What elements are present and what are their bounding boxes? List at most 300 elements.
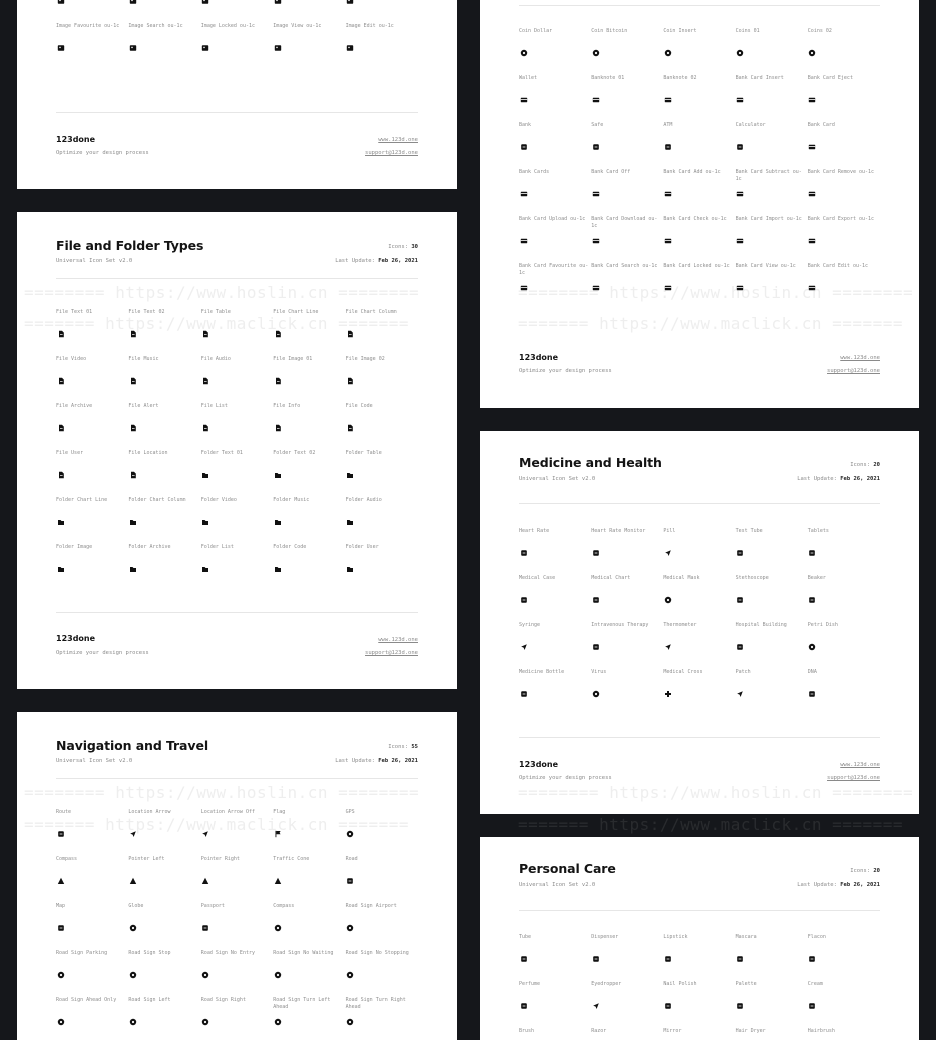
medical-chart-icon xyxy=(591,595,600,604)
icon-cell[interactable] xyxy=(56,856,128,903)
medical-case-icon xyxy=(519,595,528,604)
icon-label: File Audio xyxy=(200,356,231,362)
icon-label: Tube xyxy=(519,934,532,940)
icon-label: Image Favourite ou-1c xyxy=(56,23,120,29)
footer-divider xyxy=(56,612,418,613)
icon-cell[interactable] xyxy=(346,23,418,70)
bank-icon xyxy=(519,142,528,151)
map-icon xyxy=(56,923,65,932)
icon-cell[interactable] xyxy=(808,528,880,575)
icon-cell[interactable] xyxy=(201,856,273,903)
icon-label: Coin Insert xyxy=(663,28,697,34)
image-icon xyxy=(56,0,65,5)
icon-label: ATM xyxy=(663,122,673,128)
icon-label: Image Edit ou-1c xyxy=(345,23,394,29)
flacon-icon xyxy=(808,954,817,963)
icon-cell[interactable] xyxy=(56,309,128,356)
folder-icon xyxy=(346,517,355,526)
no-entry-sign-icon xyxy=(201,970,210,979)
icon-cell[interactable] xyxy=(273,903,345,950)
icon-label: Route xyxy=(56,809,72,815)
icon-label: Petri Dish xyxy=(807,622,838,628)
card-navigation-travel xyxy=(17,712,457,1040)
icon-label: Medical Case xyxy=(519,575,556,581)
icon-cell[interactable] xyxy=(519,75,591,122)
icon-cell[interactable] xyxy=(201,950,273,997)
icon-cell[interactable] xyxy=(808,981,880,1028)
icon-label: File List xyxy=(200,403,228,409)
icon-label: Folder Music xyxy=(273,497,310,503)
icon-label: Nail Polish xyxy=(663,981,697,987)
icon-cell[interactable] xyxy=(56,950,128,997)
icon-grid xyxy=(519,528,880,716)
folder-icon xyxy=(128,517,137,526)
icon-grid xyxy=(56,0,418,70)
bank-card-eject-icon xyxy=(808,95,817,104)
header-divider xyxy=(519,5,880,6)
icon-label: Road Sign Turn Right Ahead xyxy=(345,997,406,1010)
flag-icon xyxy=(273,829,282,838)
card-title: Navigation and Travel xyxy=(56,738,209,753)
icon-cell[interactable] xyxy=(56,356,128,403)
icon-cell[interactable] xyxy=(591,28,663,75)
icon-label: Pill xyxy=(663,528,676,534)
icon-cell[interactable] xyxy=(273,809,345,856)
icon-cell[interactable] xyxy=(736,263,808,310)
icon-cell[interactable] xyxy=(346,0,418,23)
icon-label: Road xyxy=(345,856,358,862)
icon-cell[interactable] xyxy=(128,23,200,70)
road-sign-icon xyxy=(56,1017,65,1026)
medical-mask-icon xyxy=(663,595,672,604)
icon-label: Traffic Cone xyxy=(273,856,310,862)
icon-label: Beaker xyxy=(807,575,826,581)
icon-label: Stethoscope xyxy=(735,575,769,581)
parking-sign-icon xyxy=(56,970,65,979)
hospital-icon xyxy=(736,642,745,651)
icon-cell[interactable] xyxy=(128,0,200,23)
icon-cell[interactable] xyxy=(346,309,418,356)
icon-label: File User xyxy=(56,450,84,456)
icon-cell[interactable] xyxy=(663,169,735,216)
website-link[interactable]: www.123d.one xyxy=(840,355,880,361)
footer-tagline: Optimize your design process xyxy=(56,150,149,156)
icons-count: Icons: 20 xyxy=(850,462,880,468)
icon-cell[interactable] xyxy=(808,75,880,122)
icon-label: Bank Card xyxy=(807,122,835,128)
iv-therapy-icon xyxy=(591,642,600,651)
icon-label: Road Sign No Waiting xyxy=(273,950,334,956)
coin-dollar-icon xyxy=(519,48,528,57)
icon-cell[interactable] xyxy=(128,309,200,356)
location-arrow-icon xyxy=(128,829,137,838)
icon-cell[interactable] xyxy=(128,997,200,1040)
wallet-icon xyxy=(519,95,528,104)
icon-label: Calculator xyxy=(735,122,766,128)
support-email-link[interactable]: support@123d.one xyxy=(827,368,880,374)
nail-polish-icon xyxy=(663,1001,672,1010)
website-link[interactable]: www.123d.one xyxy=(840,762,880,768)
petri-dish-icon xyxy=(808,642,817,651)
icon-cell[interactable] xyxy=(128,809,200,856)
bank-card-insert-icon xyxy=(736,95,745,104)
icon-cell[interactable] xyxy=(273,403,345,450)
file-info-icon xyxy=(273,423,282,432)
icon-cell[interactable] xyxy=(273,497,345,544)
card-personal-care xyxy=(480,837,919,1040)
icon-cell[interactable] xyxy=(201,403,273,450)
image-icon xyxy=(201,0,210,5)
mascara-icon xyxy=(736,954,745,963)
passport-icon xyxy=(201,923,210,932)
icon-label: File Text 01 xyxy=(56,309,93,315)
icon-cell[interactable] xyxy=(201,544,273,591)
thermometer-icon xyxy=(663,642,672,651)
bank-card-icon xyxy=(808,283,817,292)
support-email-link[interactable]: support@123d.one xyxy=(827,775,880,781)
icon-cell[interactable] xyxy=(273,544,345,591)
icon-label: Passport xyxy=(200,903,225,909)
icon-cell[interactable] xyxy=(663,528,735,575)
palette-icon xyxy=(736,1001,745,1010)
icon-cell[interactable] xyxy=(519,122,591,169)
icon-label: Bank Card Subtract ou-1c xyxy=(735,169,802,182)
support-email-link[interactable]: support@123d.one xyxy=(365,650,418,656)
icon-cell[interactable] xyxy=(128,903,200,950)
icon-cell[interactable] xyxy=(346,997,418,1040)
icon-label: Road Sign Turn Left Ahead xyxy=(273,997,331,1010)
icon-cell[interactable] xyxy=(736,575,808,622)
icon-cell[interactable] xyxy=(591,934,663,981)
icon-cell[interactable] xyxy=(663,263,735,310)
icon-cell[interactable] xyxy=(346,856,418,903)
website-link[interactable]: www.123d.one xyxy=(378,637,418,643)
bank-card-icon xyxy=(736,283,745,292)
card-title: File and Folder Types xyxy=(56,238,204,253)
file-image-icon xyxy=(346,376,355,385)
card-subtitle: Universal Icon Set v2.0 xyxy=(519,882,596,888)
icon-cell[interactable] xyxy=(808,169,880,216)
icon-label: File Chart Column xyxy=(345,309,397,315)
icon-cell[interactable] xyxy=(519,1028,591,1040)
icon-cell[interactable] xyxy=(736,622,808,669)
image-icon xyxy=(273,0,282,5)
icon-cell[interactable] xyxy=(663,1028,735,1040)
icon-cell[interactable] xyxy=(736,122,808,169)
icon-cell[interactable] xyxy=(128,497,200,544)
icon-cell[interactable] xyxy=(663,622,735,669)
image-locked-icon xyxy=(201,43,210,52)
icon-label: Hospital Building xyxy=(735,622,787,628)
icon-label: Map xyxy=(56,903,66,909)
icon-cell[interactable] xyxy=(663,216,735,263)
icon-label: Bank Card Check ou-1c xyxy=(663,216,727,222)
icon-cell[interactable] xyxy=(273,950,345,997)
icon-cell[interactable] xyxy=(663,981,735,1028)
patch-icon xyxy=(736,689,745,698)
coins-icon xyxy=(736,48,745,57)
card-medicine-health xyxy=(480,431,919,814)
icon-label: Bank Card Upload ou-1c xyxy=(519,216,586,222)
last-update: Last Update: Feb 26, 2021 xyxy=(797,476,880,482)
icon-cell[interactable] xyxy=(808,1028,880,1040)
bank-card-icon xyxy=(736,236,745,245)
icon-cell[interactable] xyxy=(273,356,345,403)
brand-logo: 123done xyxy=(56,135,96,144)
icon-cell[interactable] xyxy=(663,934,735,981)
icon-cell[interactable] xyxy=(273,856,345,903)
icon-label: Bank Card Search ou-1c xyxy=(591,263,658,269)
icon-cell[interactable] xyxy=(736,169,808,216)
folder-icon xyxy=(201,564,210,573)
icon-cell[interactable] xyxy=(519,575,591,622)
icon-label: File Image 02 xyxy=(345,356,385,362)
icon-cell[interactable] xyxy=(591,216,663,263)
last-update: Last Update: Feb 26, 2021 xyxy=(335,258,418,264)
icon-cell[interactable] xyxy=(808,669,880,716)
icon-cell[interactable] xyxy=(56,403,128,450)
icon-label: Thermometer xyxy=(663,622,697,628)
icon-cell[interactable] xyxy=(519,169,591,216)
icon-label: File Alert xyxy=(128,403,159,409)
icon-label: Heart Rate xyxy=(519,528,550,534)
icon-cell[interactable] xyxy=(201,450,273,497)
icon-cell[interactable] xyxy=(273,450,345,497)
heart-rate-icon xyxy=(519,548,528,557)
icon-cell[interactable] xyxy=(128,450,200,497)
icon-cell[interactable] xyxy=(201,356,273,403)
road-sign-icon xyxy=(346,923,355,932)
bank-card-icon xyxy=(736,189,745,198)
icon-label: Road Sign Airport xyxy=(345,903,397,909)
icon-label: Pointer Right xyxy=(200,856,240,862)
heart-monitor-icon xyxy=(591,548,600,557)
icon-label: Image Locked ou-1c xyxy=(200,23,255,29)
eyedropper-icon xyxy=(591,1001,600,1010)
icon-cell[interactable] xyxy=(56,809,128,856)
icon-cell[interactable] xyxy=(273,997,345,1040)
icon-cell[interactable] xyxy=(346,450,418,497)
footer-divider xyxy=(519,737,880,738)
folder-icon xyxy=(201,470,210,479)
icon-cell[interactable] xyxy=(808,122,880,169)
icon-cell[interactable] xyxy=(346,809,418,856)
icon-cell[interactable] xyxy=(201,997,273,1040)
icon-label: Road Sign Stop xyxy=(128,950,171,956)
road-sign-icon xyxy=(128,1017,137,1026)
icon-label: Bank Cards xyxy=(519,169,550,175)
icon-cell[interactable] xyxy=(663,122,735,169)
icon-cell[interactable] xyxy=(201,497,273,544)
icon-cell[interactable] xyxy=(519,528,591,575)
icon-label: Test Tube xyxy=(735,528,763,534)
icon-cell[interactable] xyxy=(808,934,880,981)
dispenser-icon xyxy=(591,954,600,963)
card-subtitle: Universal Icon Set v2.0 xyxy=(56,758,133,764)
icon-cell[interactable] xyxy=(273,309,345,356)
icon-cell[interactable] xyxy=(591,528,663,575)
image-favourite-icon xyxy=(56,43,65,52)
icon-label: Tablets xyxy=(807,528,829,534)
icon-label: GPS xyxy=(345,809,355,815)
icon-cell[interactable] xyxy=(273,23,345,70)
icon-label: Road Sign Left xyxy=(128,997,171,1003)
file-image-icon xyxy=(273,376,282,385)
icon-cell[interactable] xyxy=(736,28,808,75)
folder-table-icon xyxy=(346,470,355,479)
road-sign-icon xyxy=(201,1017,210,1026)
icon-grid xyxy=(519,934,880,1040)
icon-cell[interactable] xyxy=(56,544,128,591)
icon-label: Folder List xyxy=(200,544,234,550)
icon-cell[interactable] xyxy=(808,622,880,669)
footer-tagline: Optimize your design process xyxy=(56,650,149,656)
website-link[interactable]: www.123d.one xyxy=(378,137,418,143)
icon-cell[interactable] xyxy=(663,75,735,122)
road-icon xyxy=(346,876,355,885)
icon-cell[interactable] xyxy=(128,356,200,403)
icon-cell[interactable] xyxy=(591,122,663,169)
icon-cell[interactable] xyxy=(736,669,808,716)
bank-card-icon xyxy=(808,142,817,151)
no-stopping-sign-icon xyxy=(346,970,355,979)
icon-cell[interactable] xyxy=(591,1028,663,1040)
compass-icon xyxy=(56,876,65,885)
icon-cell[interactable] xyxy=(519,28,591,75)
icon-cell[interactable] xyxy=(56,903,128,950)
icon-cell[interactable] xyxy=(56,497,128,544)
brand-logo: 123done xyxy=(519,353,559,362)
icon-label: Cream xyxy=(807,981,823,987)
gps-icon xyxy=(346,829,355,838)
icon-cell[interactable] xyxy=(591,263,663,310)
icon-label: File Image 01 xyxy=(273,356,313,362)
calculator-icon xyxy=(736,142,745,151)
location-off-icon xyxy=(201,829,210,838)
tube-icon xyxy=(519,954,528,963)
icon-label: Folder Audio xyxy=(345,497,382,503)
icon-cell[interactable] xyxy=(201,0,273,23)
icon-cell[interactable] xyxy=(519,981,591,1028)
icon-cell[interactable] xyxy=(591,575,663,622)
icon-cell[interactable] xyxy=(56,23,128,70)
icon-cell[interactable] xyxy=(346,544,418,591)
icon-label: Pointer Left xyxy=(128,856,165,862)
file-list-icon xyxy=(201,423,210,432)
icon-cell[interactable] xyxy=(56,997,128,1040)
image-view-icon xyxy=(273,43,282,52)
icon-label: Bank Card Export ou-1c xyxy=(807,216,875,222)
icon-cell[interactable] xyxy=(663,28,735,75)
icon-cell[interactable] xyxy=(663,669,735,716)
icon-label: Bank Card Add ou-1c xyxy=(663,169,721,175)
beaker-icon xyxy=(808,595,817,604)
icon-cell[interactable] xyxy=(201,809,273,856)
icon-cell[interactable] xyxy=(736,1028,808,1040)
icon-label: Bank Card Eject xyxy=(807,75,853,81)
icon-cell[interactable] xyxy=(346,497,418,544)
last-update: Last Update: Feb 26, 2021 xyxy=(335,758,418,764)
icon-cell[interactable] xyxy=(519,216,591,263)
perfume-icon xyxy=(519,1001,528,1010)
icon-cell[interactable] xyxy=(591,75,663,122)
icon-label: Lipstick xyxy=(663,934,688,940)
icon-cell[interactable] xyxy=(519,263,591,310)
icon-cell[interactable] xyxy=(56,450,128,497)
support-email-link[interactable]: support@123d.one xyxy=(365,150,418,156)
icon-grid xyxy=(56,809,418,1040)
icon-label: Coin Dollar xyxy=(519,28,553,34)
icon-cell[interactable] xyxy=(736,528,808,575)
icon-cell[interactable] xyxy=(591,981,663,1028)
icon-cell[interactable] xyxy=(128,403,200,450)
file-text-icon xyxy=(128,329,137,338)
bank-card-icon xyxy=(519,283,528,292)
icon-cell[interactable] xyxy=(808,575,880,622)
bank-card-icon xyxy=(519,236,528,245)
icon-cell[interactable] xyxy=(56,0,128,23)
icon-cell[interactable] xyxy=(273,0,345,23)
icon-label: Eyedropper xyxy=(591,981,622,987)
icon-cell[interactable] xyxy=(736,934,808,981)
icon-label: Hairbrush xyxy=(807,1028,835,1034)
cream-icon xyxy=(808,1001,817,1010)
icon-cell[interactable] xyxy=(519,669,591,716)
syringe-icon xyxy=(519,642,528,651)
icon-label: File Location xyxy=(128,450,168,456)
icon-cell[interactable] xyxy=(591,622,663,669)
folder-icon xyxy=(273,470,282,479)
icon-cell[interactable] xyxy=(346,903,418,950)
icon-label: Hair Dryer xyxy=(735,1028,766,1034)
icon-label: Medicine Bottle xyxy=(519,669,565,675)
icon-cell[interactable] xyxy=(346,950,418,997)
icon-cell[interactable] xyxy=(519,622,591,669)
icon-cell[interactable] xyxy=(346,356,418,403)
icon-cell[interactable] xyxy=(808,28,880,75)
icon-label: Location Arrow Off xyxy=(200,809,255,815)
card-subtitle: Universal Icon Set v2.0 xyxy=(56,258,133,264)
icon-label: Compass xyxy=(56,856,78,862)
icon-cell[interactable] xyxy=(736,75,808,122)
icon-cell[interactable] xyxy=(201,23,273,70)
icon-cell[interactable] xyxy=(128,950,200,997)
icon-cell[interactable] xyxy=(663,575,735,622)
coins-icon xyxy=(808,48,817,57)
icon-cell[interactable] xyxy=(201,903,273,950)
icon-cell[interactable] xyxy=(519,934,591,981)
icon-label: Bank Card Import ou-1c xyxy=(735,216,802,222)
icon-label: File Video xyxy=(56,356,87,362)
icon-cell[interactable] xyxy=(591,669,663,716)
folder-video-icon xyxy=(201,517,210,526)
icon-cell[interactable] xyxy=(808,216,880,263)
icon-cell[interactable] xyxy=(591,169,663,216)
icon-cell[interactable] xyxy=(128,544,200,591)
icon-label: Road Sign No Entry xyxy=(200,950,255,956)
tablets-icon xyxy=(808,548,817,557)
icon-label: Bank Card Off xyxy=(591,169,631,175)
icon-cell[interactable] xyxy=(736,981,808,1028)
icon-cell[interactable] xyxy=(736,216,808,263)
icon-cell[interactable] xyxy=(346,403,418,450)
icon-label: Flag xyxy=(273,809,286,815)
icon-cell[interactable] xyxy=(201,309,273,356)
icon-label: Location Arrow xyxy=(128,809,171,815)
icon-cell[interactable] xyxy=(808,263,880,310)
icon-cell[interactable] xyxy=(128,856,200,903)
icon-label: Banknote 01 xyxy=(591,75,625,81)
